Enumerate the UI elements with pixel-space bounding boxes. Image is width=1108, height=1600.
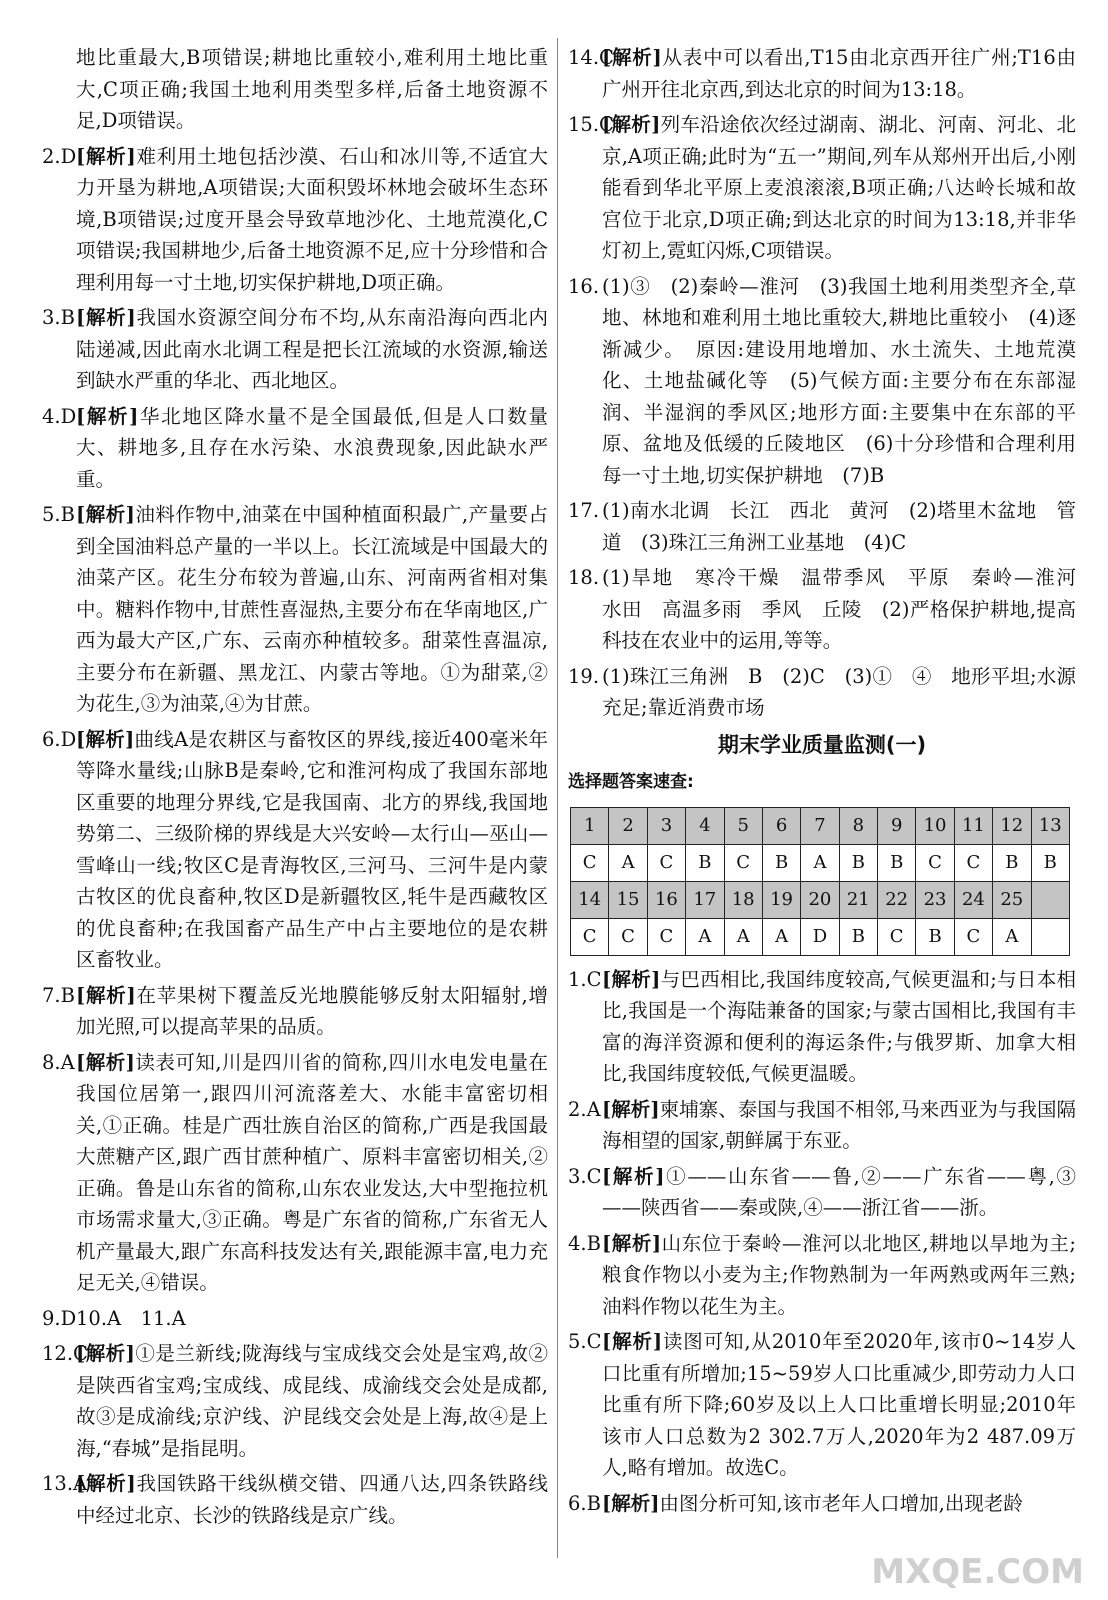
answer-number: 14.C bbox=[568, 46, 614, 69]
answer-number: 5.C bbox=[568, 1330, 602, 1353]
answer-cell: C bbox=[954, 844, 992, 881]
answer-cell: 18 bbox=[724, 881, 762, 918]
answer-cell: D bbox=[801, 918, 839, 955]
analysis-label: [解析] bbox=[602, 1097, 660, 1121]
answer-item bbox=[568, 109, 1076, 267]
answer-item bbox=[568, 661, 1076, 724]
answer-item bbox=[568, 42, 1076, 105]
answer-cell: 19 bbox=[762, 881, 800, 918]
answer-cell: 15 bbox=[609, 881, 647, 918]
answer-table bbox=[570, 807, 1070, 956]
answer-cell: B bbox=[762, 844, 800, 881]
answer-cell: 23 bbox=[916, 881, 954, 918]
analysis-label: [解析] bbox=[602, 1164, 665, 1188]
answer-cell: 13 bbox=[1031, 807, 1070, 844]
answers-final-exam bbox=[568, 964, 1076, 1520]
section-title: 期末学业质量监测(一) bbox=[717, 732, 927, 757]
answer-cell: 7 bbox=[801, 807, 839, 844]
right-column bbox=[568, 42, 1096, 1523]
answer-number: 7.B bbox=[42, 983, 75, 1007]
answer-item bbox=[568, 1326, 1076, 1484]
answer-number: 17. bbox=[568, 499, 600, 522]
analysis-label: [解析] bbox=[76, 1472, 136, 1495]
analysis-label: [解析] bbox=[602, 967, 661, 991]
answer-number: 8.A bbox=[42, 1050, 75, 1074]
answer-number: 9.D bbox=[42, 1306, 77, 1330]
answer-cell: A bbox=[724, 918, 762, 955]
answer-text: (1)③ (2)秦岭—淮河 (3)我国土地利用类型齐全,草地、林地和难利用土地比重较大,耕地比重较小 (4)逐渐减少。 原因:建设用地增加、水土流失、土地荒漠化、土地盐碱化等 (5)气候方面:主要分布在东部湿润、半湿润的季风区;地形方面:主要集中在东部的平原、盆地及低缓的丘陵地区 (6)十分珍惜和合理利用每一寸土地,切实保护耕地 (7)B bbox=[602, 274, 1076, 487]
answer-text: 我国铁路干线纵横交错、四通八达,四条铁路线中经过北京、长沙的铁路线是京广线。 bbox=[76, 1472, 548, 1527]
analysis-label: [解析] bbox=[76, 306, 136, 329]
answer-cell: 6 bbox=[762, 807, 800, 844]
answer-cell: C bbox=[954, 918, 992, 955]
analysis-label: [解析] bbox=[76, 404, 139, 428]
answer-number: 2.A bbox=[568, 1097, 601, 1121]
answer-text: 10.A 11.A bbox=[76, 1306, 186, 1330]
answer-text: 列车沿途依次经过湖南、湖北、河南、河北、北京,A项正确;此时为“五一”期间,列车从郑州开出后,小刚能看到华北平原上麦浪滚滚,B项正确;八达岭长城和故宫位于北京,D项正确;到达北京的时间为13:18,并非华灯初上,霓虹闪烁,C项错误。 bbox=[602, 113, 1076, 262]
answer-text: 曲线A是农耕区与畜牧区的界线,接近400毫米年等降水量线;山脉B是秦岭,它和淮河构成了我国东部地区重要的地理分界线,它是我国南、北方的界线,我国地势第二、三级阶梯的界线是大兴安岭—太行山—巫山—雪峰山一线;牧区C是青海牧区,三河马、三河牛是内蒙古牧区的优良畜种,牧区D是新疆牧区,牦牛是西藏牧区的优良畜种;在我国畜产品生产中占主要地位的是农耕区畜牧业。 bbox=[76, 727, 548, 971]
answer-cell: C bbox=[724, 844, 762, 881]
analysis-label: [解析] bbox=[76, 1050, 135, 1074]
analysis-label: [解析] bbox=[602, 1330, 663, 1353]
answer-number: 4.B bbox=[568, 1231, 601, 1255]
answer-item bbox=[42, 1338, 548, 1464]
answer-item bbox=[568, 1228, 1076, 1323]
answer-cell: A bbox=[609, 844, 647, 881]
answer-text: 读表可知,川是四川省的简称,四川水电发电量在我国位居第一,跟四川河流落差大、水能丰富密切相关,①正确。桂是广西壮族自治区的简称,广西是我国最大蔗糖产区,跟广西甘蔗种植广、原料丰富密切相关,②正确。鲁是山东省的简称,山东农业发达,大中型拖拉机市场需求量大,③正确。粤是广东省的简称,广东省无人机产量最大,跟广东高科技发达有关,跟能源丰富,电力充足无关,④错误。 bbox=[76, 1050, 549, 1294]
answer-cell bbox=[1031, 918, 1070, 955]
answer-cell: B bbox=[839, 844, 877, 881]
answer-text: 华北地区降水量不是全国最低,但是人口数量大、耕地多,且存在水污染、水浪费现象,因此缺水严重。 bbox=[76, 404, 548, 491]
answer-text: (1)珠江三角洲 B (2)C (3)① ④ 地形平坦;水源充足;靠近消费市场 bbox=[602, 664, 1076, 719]
answer-cell: A bbox=[686, 918, 724, 955]
answer-number: 1.C bbox=[568, 967, 602, 991]
answer-cell: C bbox=[647, 918, 685, 955]
analysis-label: [解析] bbox=[76, 1342, 135, 1365]
answer-item bbox=[568, 964, 1076, 1090]
answer-item bbox=[568, 271, 1076, 492]
answer-cell: A bbox=[801, 844, 839, 881]
answer-cell: 9 bbox=[878, 807, 916, 844]
answer-item bbox=[42, 499, 548, 720]
watermark-logo: MXQE.COM bbox=[871, 1552, 1084, 1592]
answer-cell: C bbox=[878, 918, 916, 955]
analysis-label: [解析] bbox=[602, 1231, 662, 1255]
answer-text: 柬埔寨、泰国与我国不相邻,马来西亚为与我国隔海相望的国家,朝鲜属于东亚。 bbox=[602, 1097, 1077, 1152]
answer-item bbox=[568, 1488, 1076, 1520]
analysis-label: [解析] bbox=[602, 46, 662, 69]
answer-item bbox=[568, 1161, 1076, 1224]
answer-cell: 22 bbox=[878, 881, 916, 918]
answer-number: 19. bbox=[568, 664, 600, 688]
answer-item bbox=[568, 562, 1096, 657]
answer-number: 3.B bbox=[42, 306, 75, 329]
answer-cell: 25 bbox=[993, 881, 1031, 918]
answer-text: 由图分析可知,该市老年人口增加,出现老龄 bbox=[659, 1491, 1023, 1515]
answer-number: 16. bbox=[568, 274, 600, 298]
answer-cell: 11 bbox=[954, 807, 992, 844]
answer-text: 从表中可以看出,T15由北京西开往广州;T16由广州开往北京西,到达北京的时间为13:18。 bbox=[602, 46, 1076, 101]
answer-item bbox=[42, 141, 548, 299]
answer-item bbox=[42, 1303, 548, 1335]
answer-cell: 5 bbox=[724, 807, 762, 844]
answer-cell: 12 bbox=[993, 807, 1031, 844]
answer-cell: 1 bbox=[571, 807, 609, 844]
answer-item bbox=[42, 1468, 548, 1531]
answer-cell: B bbox=[993, 844, 1031, 881]
answer-number: 12.C bbox=[42, 1342, 88, 1365]
answer-table-row-numbers-2 bbox=[571, 881, 1070, 918]
answer-cell: A bbox=[762, 918, 800, 955]
answer-number: 6.B bbox=[568, 1491, 601, 1515]
answer-cell: C bbox=[571, 918, 609, 955]
answer-item bbox=[42, 401, 548, 496]
answer-text: 难利用土地包括沙漠、石山和冰川等,不适宜大力开垦为耕地,A项错误;大面积毁坏林地会破坏生态环境,B项错误;过度开垦会导致草地沙化、土地荒漠化,C项错误;我国耕地少,后备土地资源不足,应十分珍惜和合理利用每一寸土地,切实保护耕地,D项正确。 bbox=[76, 144, 548, 294]
answer-item bbox=[42, 724, 548, 976]
answer-item bbox=[42, 980, 548, 1043]
analysis-label: [解析] bbox=[76, 503, 135, 526]
answer-text: 在苹果树下覆盖反光地膜能够反射太阳辐射,增加光照,可以提高苹果的品质。 bbox=[76, 983, 548, 1038]
analysis-label: [解析] bbox=[602, 113, 661, 136]
answer-text: (1)南水北调 长江 西北 黄河 (2)塔里木盆地 管道 (3)珠江三角洲工业基地 (4)C bbox=[602, 499, 1076, 554]
answer-cell: B bbox=[839, 918, 877, 955]
answer-cell: 3 bbox=[647, 807, 685, 844]
answer-cell: 4 bbox=[686, 807, 724, 844]
answer-number: 15.C bbox=[568, 113, 614, 136]
answer-text: ①——山东省——鲁,②——广东省——粤,③——陕西省——秦或陕,④——浙江省——浙。 bbox=[602, 1164, 1076, 1219]
answer-item bbox=[42, 302, 548, 397]
answer-table-row-answers-1 bbox=[571, 844, 1070, 881]
answer-cell: 24 bbox=[954, 881, 992, 918]
answer-number: 13.A bbox=[42, 1472, 88, 1495]
answer-text: (1)旱地 寒冷干燥 温带季风 平原 秦岭—淮河 水田 高温多雨 季风 丘陵 (2)严格保护耕地,提高科技在农业中的运用,等等。 bbox=[602, 566, 1096, 652]
column-divider bbox=[557, 38, 558, 1558]
answer-text: 读图可知,从2010年至2020年,该市0~14岁人口比重有所增加;15~59岁人口比重减少,即劳动力人口比重有所下降;60岁及以上人口比重增长明显;2010年该市人口总数为2 302.7万人,2020年为2 487.09万人,略有增加。故选C。 bbox=[602, 1330, 1076, 1479]
answer-cell: 17 bbox=[686, 881, 724, 918]
answer-cell: B bbox=[916, 918, 954, 955]
answers-14-19 bbox=[568, 42, 1096, 724]
answer-cell: 10 bbox=[916, 807, 954, 844]
answer-cell: 21 bbox=[839, 881, 877, 918]
answer-cell: 20 bbox=[801, 881, 839, 918]
answer-cell: 16 bbox=[647, 881, 685, 918]
answer-number: 18. bbox=[568, 566, 600, 589]
answer-table-row-answers-2 bbox=[571, 918, 1070, 955]
answer-number: 6.D bbox=[42, 727, 77, 751]
analysis-label: [解析] bbox=[76, 727, 135, 751]
answer-number: 3.C bbox=[568, 1164, 602, 1188]
answer-cell: C bbox=[609, 918, 647, 955]
answer-text: 我国水资源空间分布不均,从东南沿海向西北内陆递减,因此南水北调工程是把长江流域的水资源,输送到缺水严重的华北、西北地区。 bbox=[76, 306, 548, 392]
answer-text: 油料作物中,油菜在中国种植面积最广,产量要占到全国油料总产量的一半以上。长江流域是中国最大的油菜产区。花生分布较为普遍,山东、河南两省相对集中。糖料作物中,甘蔗性喜湿热,主要分布在华南地区,广西为最大产区,广东、云南亦种植较多。甜菜性喜温凉,主要分布在新疆、黑龙江、内蒙古等地。①为甜菜,②为花生,③为油菜,④为甘蔗。 bbox=[76, 503, 549, 715]
answer-cell: 2 bbox=[609, 807, 647, 844]
answer-text: 与巴西相比,我国纬度较高,气候更温和;与日本相比,我国是一个海陆兼备的国家;与蒙古国相比,我国有丰富的海洋资源和便利的海运条件;与俄罗斯、加拿大相比,我国纬度较低,气候更温暖。 bbox=[602, 967, 1076, 1085]
answer-item bbox=[42, 42, 548, 137]
answer-item bbox=[42, 1047, 548, 1299]
answer-cell: C bbox=[571, 844, 609, 881]
left-column bbox=[42, 42, 548, 1535]
answer-cell bbox=[1031, 881, 1070, 918]
analysis-label: [解析] bbox=[76, 983, 136, 1007]
answer-text: ①是兰新线;陇海线与宝成线交会处是宝鸡,故②是陕西省宝鸡;宝成线、成昆线、成渝线交会处是成都,故③是成渝线;京沪线、沪昆线交会处是上海,故④是上海,“春城”是指昆明。 bbox=[76, 1342, 548, 1460]
answer-text: 地比重最大,B项错误;耕地比重较小,难利用土地比重大,C项正确;我国土地利用类型多样,后备土地资源不足,D项错误。 bbox=[76, 46, 548, 132]
answer-cell: A bbox=[993, 918, 1031, 955]
answer-number: 4.D bbox=[42, 404, 77, 428]
answer-text: 山东位于秦岭—淮河以北地区,耕地以旱地为主;粮食作物以小麦为主;作物熟制为一年两熟或两年三熟;油料作物以花生为主。 bbox=[602, 1231, 1076, 1318]
answer-number: 2.D bbox=[42, 144, 77, 168]
answer-cell: 8 bbox=[839, 807, 877, 844]
answer-item bbox=[568, 495, 1076, 558]
answer-cell: B bbox=[686, 844, 724, 881]
answer-cell: C bbox=[916, 844, 954, 881]
answer-cell: B bbox=[878, 844, 916, 881]
answer-item bbox=[568, 1094, 1076, 1157]
answer-cell: 14 bbox=[571, 881, 609, 918]
answer-number: 5.B bbox=[42, 503, 75, 526]
answer-cell: B bbox=[1031, 844, 1070, 881]
analysis-label: [解析] bbox=[602, 1491, 660, 1515]
answer-table-title: 选择题答案速查: bbox=[568, 772, 694, 792]
answer-cell: C bbox=[647, 844, 685, 881]
answer-table-row-numbers-1 bbox=[571, 807, 1070, 844]
analysis-label: [解析] bbox=[76, 144, 136, 168]
